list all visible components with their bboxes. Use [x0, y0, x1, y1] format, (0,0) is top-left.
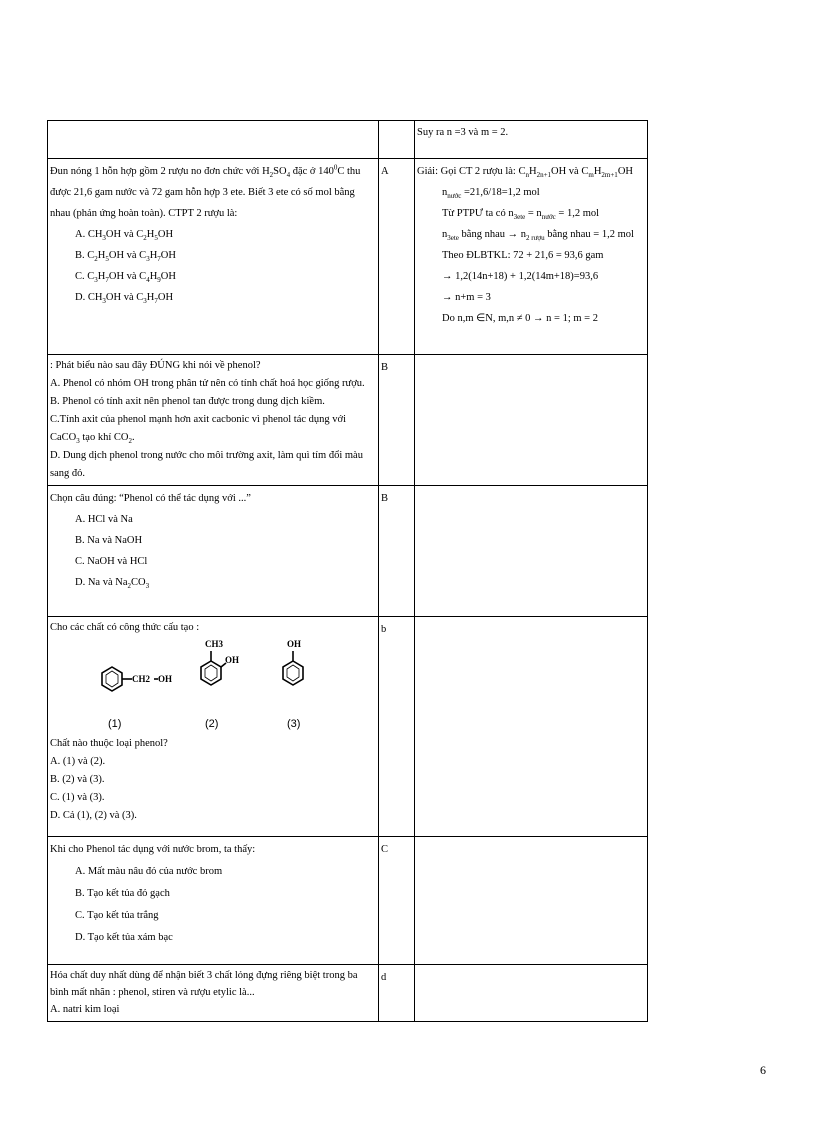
option-a: A. $CH_3OH$ và $C_2H_5OH$ [75, 229, 174, 243]
option-c: C. Tạo kết tủa trắng [75, 910, 159, 921]
label-2: (2) [205, 718, 219, 730]
solution-cell [415, 965, 648, 1022]
solution-cell [415, 355, 648, 486]
label-3: (3) [287, 718, 301, 730]
oh-label-2: OH [225, 655, 240, 665]
option-d: D. Tạo kết tủa xám bạc [75, 932, 173, 943]
question-table [47, 120, 648, 1022]
solution-cell [415, 486, 648, 617]
answer-cell: C [379, 837, 415, 965]
option-a: A. natri kim loại [50, 1004, 120, 1015]
answer-cell: d [379, 965, 415, 1022]
question-text: : Phát biểu nào sau đây ĐÚNG khi nói về phenol? [50, 360, 261, 371]
solution-line: Từ PTPƯ ta có $n_{3ete} = n_{nước} = 1,2$ mol [442, 208, 600, 222]
table-row [48, 159, 648, 355]
option-d: D. Dung dịch phenol trong nước cho môi trường axit, làm quì tím đổi màu sang đỏ. [50, 450, 363, 479]
option-b: B. Tạo kết tủa đỏ gạch [75, 888, 170, 899]
option-d: D. $CH_3OH$ và $C_3H_7OH$ [75, 292, 174, 306]
solution-line: Do n,m ∈N, m,n ≠ 0 → n = 1; m = 2 [442, 313, 598, 324]
option-c: C. (1) và (3). [50, 792, 105, 803]
question-text: Đun nóng 1 hỗn hợp gồm 2 rượu no đơn chức với $H_2SO_4$ đặc ở $140^0C$ thu được 21,6 gam nước và 72 gam hỗn hợp 3 ete. Biết 3 ete có số mol bằng nhau (phản ứng hoàn toàn). CTPT 2 rượu là: [50, 163, 361, 219]
answer-cell: b [379, 617, 415, 837]
structure-2 [201, 651, 226, 685]
solution-line: Theo ĐLBTKL: 72 + 21,6 = 93,6 gam [442, 250, 604, 261]
answer-cell: B [379, 355, 415, 486]
table-row [48, 837, 648, 965]
table-row [48, 965, 648, 1022]
question-cell [48, 121, 379, 159]
question-cell [48, 617, 379, 837]
table-row [48, 486, 648, 617]
option-c: C. $C_3H_7OH$ và $C_4H_9OH$ [75, 271, 176, 285]
solution-line: $n_{3ete}$ bằng nhau → $n_{2 rượu}$ bằng nhau = 1,2 mol [442, 229, 634, 243]
question-text: Cho các chất có công thức cấu tạo : [50, 622, 200, 633]
option-a: A. (1) và (2). [50, 756, 106, 767]
ch3-label: CH3 [205, 639, 223, 649]
answer-cell [379, 121, 415, 159]
option-b: B. Na và NaOH [75, 535, 143, 546]
structural-formulas [50, 637, 376, 715]
question-cell [48, 486, 379, 617]
question-text: Chọn câu đúng: “Phenol có thể tác dụng với ...” [50, 493, 251, 504]
question-cell [48, 837, 379, 965]
structure-3 [283, 651, 303, 685]
question-text: Khi cho Phenol tác dụng với nước brom, ta thấy: [50, 844, 256, 855]
table-row [48, 355, 648, 486]
structure-labels [50, 715, 376, 735]
solution-text: Suy ra n =3 và m = 2. [417, 127, 509, 138]
solution-line: $n_{nước} =21,6/18=1,2$ mol [442, 187, 540, 201]
oh-label-1: OH [158, 674, 173, 684]
label-1: (1) [108, 718, 122, 730]
table-row [48, 121, 648, 159]
option-a: A. Mất màu nâu đỏ của nước brom [75, 866, 223, 877]
solution-cell [415, 617, 648, 837]
structure-figure [50, 637, 370, 715]
solution-cell [415, 159, 648, 355]
question-cell [48, 159, 379, 355]
option-c: C. NaOH và HCl [75, 556, 148, 567]
solution-cell [415, 837, 648, 965]
solution-line: Giải: Gọi CT 2 rượu là: $C_nH_{2n+1}OH$ và $C_mH_{2m+1}OH$ [417, 166, 633, 180]
question-text-2: Chất nào thuộc loại phenol? [50, 738, 168, 749]
page-number: 6 [760, 1063, 766, 1077]
option-c: C.Tính axit của phenol mạnh hơn axit cacbonic vì phenol tác dụng với CaCO$_3$ tạo khí $CO_2$. [50, 414, 346, 446]
question-text: Hóa chất duy nhất dùng để nhận biết 3 chất lỏng đựng riêng biệt trong ba bình mất nhãn : phenol, stiren và rượu etylic là... [50, 970, 358, 998]
answer-cell: A [379, 159, 415, 355]
oh-label-3: OH [287, 639, 302, 649]
option-b: B. $C_2H_5OH$ và $C_3H_7OH$ [75, 250, 176, 264]
option-a: A. Phenol có nhóm OH trong phân tử nên có tính chất hoá học giống rượu. [50, 378, 365, 389]
answer-cell: B [379, 486, 415, 617]
option-b: B. (2) và (3). [50, 774, 105, 785]
option-a: A. HCl và Na [75, 514, 133, 525]
solution-line: → n+m = 3 [442, 292, 491, 303]
table-row [48, 617, 648, 837]
option-b: B. Phenol có tính axit nên phenol tan được trong dung dịch kiềm. [50, 396, 325, 407]
question-cell [48, 965, 379, 1022]
option-d: D. Cả (1), (2) và (3). [50, 810, 137, 821]
solution-line: → 1,2(14n+18) + 1,2(14m+18)=93,6 [442, 271, 599, 282]
solution-cell [415, 121, 648, 159]
ch2-label: CH2 [132, 674, 150, 684]
question-cell [48, 355, 379, 486]
option-d: D. Na và $Na_2CO_3$ [75, 577, 150, 591]
